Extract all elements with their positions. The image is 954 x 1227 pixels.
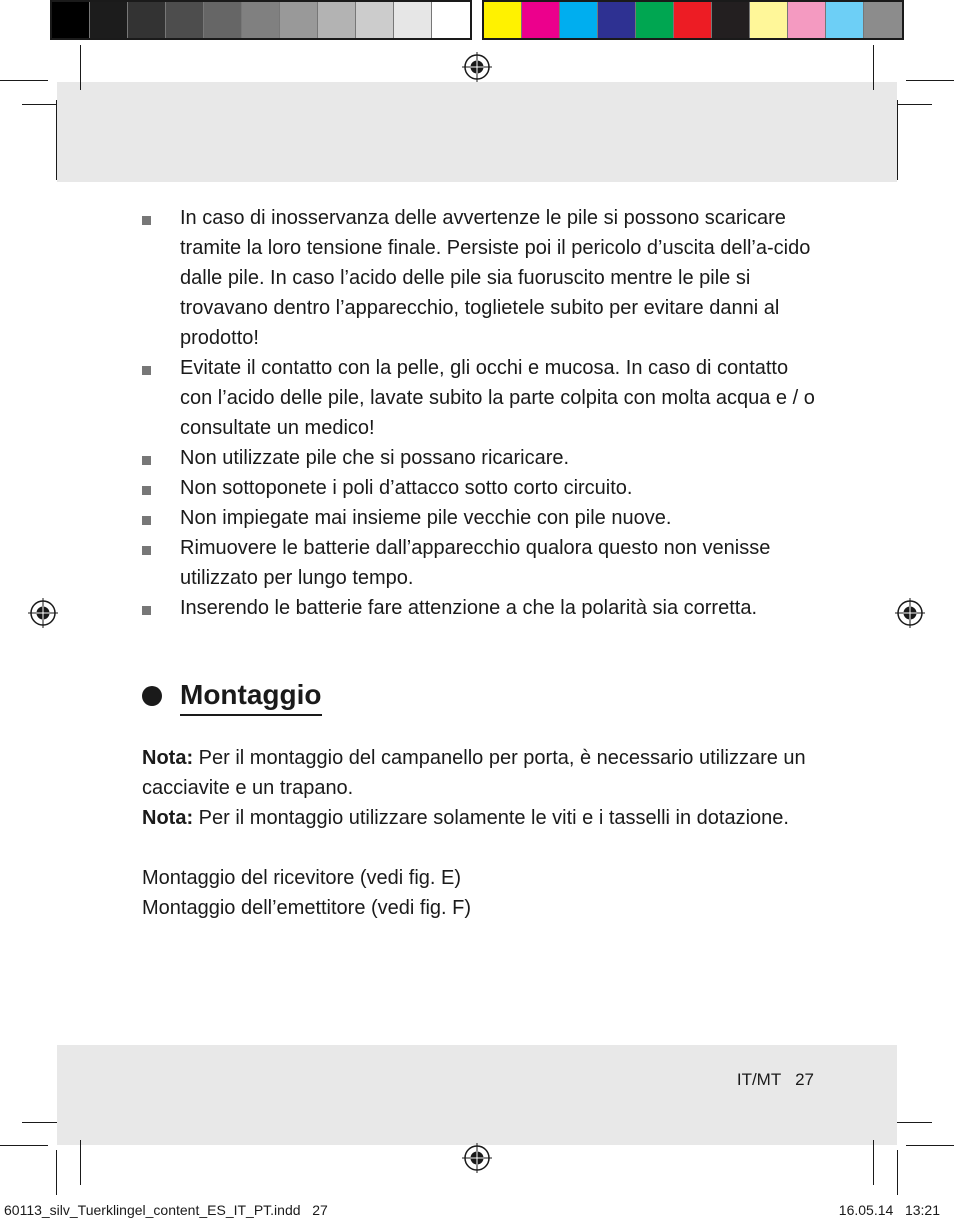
color-swatch	[432, 2, 470, 38]
list-item: Non sottoponete i poli d’attacco sotto corto circuito.	[142, 473, 822, 503]
list-item: Evitate il contatto con la pelle, gli occhi e mucosa. In caso di contatto con l’acido delle pile, lavate subito la parte colpita con molta acqua e / o consultate un medico!	[142, 353, 822, 443]
instruction-line: Montaggio dell’emettitore (vedi fig. F)	[142, 897, 472, 919]
square-bullet-icon	[142, 516, 151, 525]
list-item: Non impiegate mai insieme pile vecchie con pile nuove.	[142, 503, 822, 533]
color-swatch	[52, 2, 90, 38]
color-swatch	[560, 2, 598, 38]
color-swatch	[394, 2, 432, 38]
square-bullet-icon	[142, 366, 151, 375]
list-item: In caso di inosservanza delle avvertenze le pile si possono scaricare tramite la loro tensione finale. Persiste poi il pericolo d’uscita dell’a-cido dalle pile. In caso l’acido delle pile sia fuoruscito mentre le pile si trovavano dentro l’apparecchio, toglietele subito per evitare danni al prodotto!	[142, 203, 822, 353]
color-swatch	[280, 2, 318, 38]
color-swatch	[484, 2, 522, 38]
crop-mark	[80, 1140, 81, 1185]
footer-band	[57, 1045, 897, 1145]
color-swatch	[712, 2, 750, 38]
color-swatch	[128, 2, 166, 38]
note-label: Nota:	[142, 807, 194, 829]
bullet-list	[142, 203, 822, 623]
square-bullet-icon	[142, 486, 151, 495]
color-swatch	[522, 2, 560, 38]
crop-mark	[0, 80, 48, 81]
crop-mark	[80, 45, 81, 90]
color-swatch	[674, 2, 712, 38]
square-bullet-icon	[142, 456, 151, 465]
color-scale-bar	[482, 0, 904, 40]
note-paragraph: Nota: Per il montaggio utilizzare solamente le viti e i tasselli in dotazione.	[142, 807, 789, 829]
color-swatch	[598, 2, 636, 38]
square-bullet-icon	[142, 546, 151, 555]
crop-mark	[22, 1122, 57, 1123]
footer-datetime: 16.05.14 13:21	[838, 1202, 940, 1218]
crop-mark	[906, 1145, 954, 1146]
section-title: Montaggio	[180, 676, 322, 716]
square-bullet-icon	[142, 216, 151, 225]
crop-mark	[873, 45, 874, 90]
registration-mark-icon	[462, 52, 492, 82]
color-swatch	[750, 2, 788, 38]
crop-mark	[22, 104, 57, 105]
notes-block	[142, 743, 832, 923]
registration-mark-icon	[28, 598, 58, 628]
battery-warnings	[142, 203, 822, 623]
note-paragraph: Nota: Per il montaggio del campanello per porta, è necessario utilizzare un cacciavite e un trapano.	[142, 747, 806, 799]
page-number: IT/MT 27	[736, 1070, 814, 1089]
list-item: Non utilizzate pile che si possano ricaricare.	[142, 443, 822, 473]
square-bullet-icon	[142, 606, 151, 615]
color-swatch	[636, 2, 674, 38]
color-swatch	[788, 2, 826, 38]
registration-mark-icon	[895, 598, 925, 628]
color-swatch	[204, 2, 242, 38]
color-swatch	[826, 2, 864, 38]
color-swatch	[318, 2, 356, 38]
list-item: Inserendo le batterie fare attenzione a che la polarità sia corretta.	[142, 593, 822, 623]
crop-mark	[897, 104, 932, 105]
crop-mark	[897, 1150, 898, 1195]
crop-mark	[897, 1122, 932, 1123]
section-heading	[142, 676, 322, 716]
crop-mark	[897, 100, 898, 180]
heading-dot-icon	[142, 686, 162, 706]
crop-mark	[873, 1140, 874, 1185]
color-swatch	[356, 2, 394, 38]
crop-mark	[0, 1145, 48, 1146]
color-swatch	[166, 2, 204, 38]
instruction-line: Montaggio del ricevitore (vedi fig. E)	[142, 867, 462, 889]
header-band	[57, 82, 897, 182]
list-item: Rimuovere le batterie dall’apparecchio qualora questo non venisse utilizzato per lungo tempo.	[142, 533, 822, 593]
note-label: Nota:	[142, 747, 194, 769]
footer-filename: 60113_silv_Tuerklingel_content_ES_IT_PT.indd 27	[4, 1202, 328, 1218]
crop-mark	[56, 1150, 57, 1195]
color-swatch	[90, 2, 128, 38]
crop-mark	[56, 100, 57, 180]
color-swatch	[242, 2, 280, 38]
gray-scale-bar	[50, 0, 472, 40]
color-swatch	[864, 2, 902, 38]
crop-mark	[906, 80, 954, 81]
registration-mark-icon	[462, 1143, 492, 1173]
